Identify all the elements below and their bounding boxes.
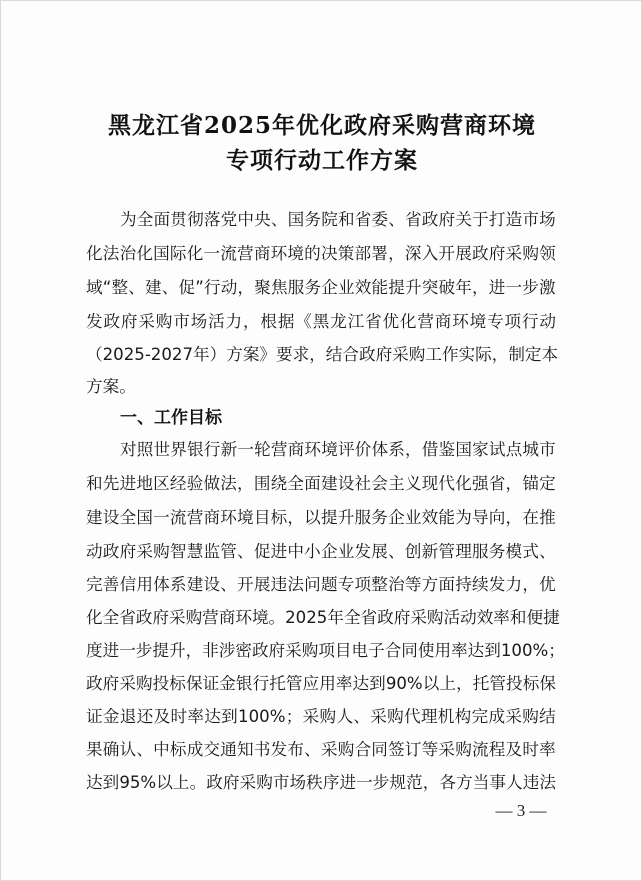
section1-line-1: 对 照 世 界 银 行 新 一 轮 营 商 环 境 评 价 体 系 ， 借 鉴 国 家 试 点 城 市 — [120, 440, 556, 459]
section1-line-7: 度 进 一 步 提 升 ， 非 涉 密 政 府 采 购 项 目 电 子 合 同 使 用 率 达 到 100% ； — [86, 641, 565, 660]
section1-line-10: 果 确 认 、 中 标 成 交 通 知 书 发 布 、 采 购 合 同 签 订 等 采 购 流 程 及 时 率 — [86, 740, 556, 759]
intro-line-5: （ 2025-2027 年 ） 方 案 》 要 求 ， 结 合 政 府 采 购 工 作 实 际 ， 制 定 本 — [86, 345, 559, 364]
document-title-line-2: 专项行动工作方案 — [226, 147, 418, 174]
section1-line-6: 化 全 省 政 府 采 购 营 商 环 境 。 2025 年 全 省 政 府 采 购 活 动 效 率 和 便 捷 — [86, 608, 560, 627]
intro-line-6: 方 案 。 — [86, 377, 136, 396]
section1-line-4: 动 政 府 采 购 智 慧 监 管 、 促 进 中 小 企 业 发 展 、 创 新 管 理 服 务 模 式 、 — [86, 542, 556, 561]
document-title-line-1: 黑龙江省2025年优化政府采购营商环境 — [107, 112, 536, 139]
section1-line-2: 和 先 进 地 区 经 验 做 法 ， 围 绕 全 面 建 设 社 会 主 义 现 代 化 强 省 ， 锚 定 — [86, 474, 556, 493]
section1-line-8: 政 府 采 购 投 标 保 证 金 银 行 托 管 应 用 率 达 到 90% 以 上 ， 托 管 投 标 保 — [86, 674, 556, 693]
section1-line-9: 证 金 退 还 及 时 率 达 到 100% ； 采 购 人 、 采 购 代 理 机 构 完 成 采 购 结 — [86, 707, 556, 726]
section-heading-work-goals: 一、工作目标 — [120, 408, 222, 428]
page-number: — 3 — — [495, 801, 547, 820]
intro-line-3: 域 “ 整 、 建 、 促 ” 行 动 ， 聚 焦 服 务 企 业 效 能 提 升 突 破 年 ， 进 一 步 激 — [86, 278, 556, 297]
intro-line-2: 化 法 治 化 国 际 化 一 流 营 商 环 境 的 决 策 部 署 ， 深 入 开 展 政 府 采 购 领 — [86, 244, 556, 263]
section1-line-3: 建 设 全 国 一 流 营 商 环 境 目 标 ， 以 提 升 服 务 企 业 效 能 为 导 向 ， 在 推 — [86, 508, 556, 527]
intro-line-4: 发 政 府 采 购 市 场 活 力 ， 根 据 《 黑 龙 江 省 优 化 营 商 环 境 专 项 行 动 — [86, 312, 556, 331]
section1-line-5: 完 善 信 用 体 系 建 设 、 开 展 违 法 问 题 专 项 整 治 等 方 面 持 续 发 力 ， 优 — [86, 575, 556, 594]
intro-line-1: 为 全 面 贯 彻 落 党 中 央 、 国 务 院 和 省 委 、 省 政 府 关 于 打 造 市 场 — [120, 210, 556, 229]
section1-line-11: 达 到 95% 以 上 。 政 府 采 购 市 场 秩 序 进 一 步 规 范 ， 各 方 当 事 人 违 法 — [86, 773, 556, 792]
